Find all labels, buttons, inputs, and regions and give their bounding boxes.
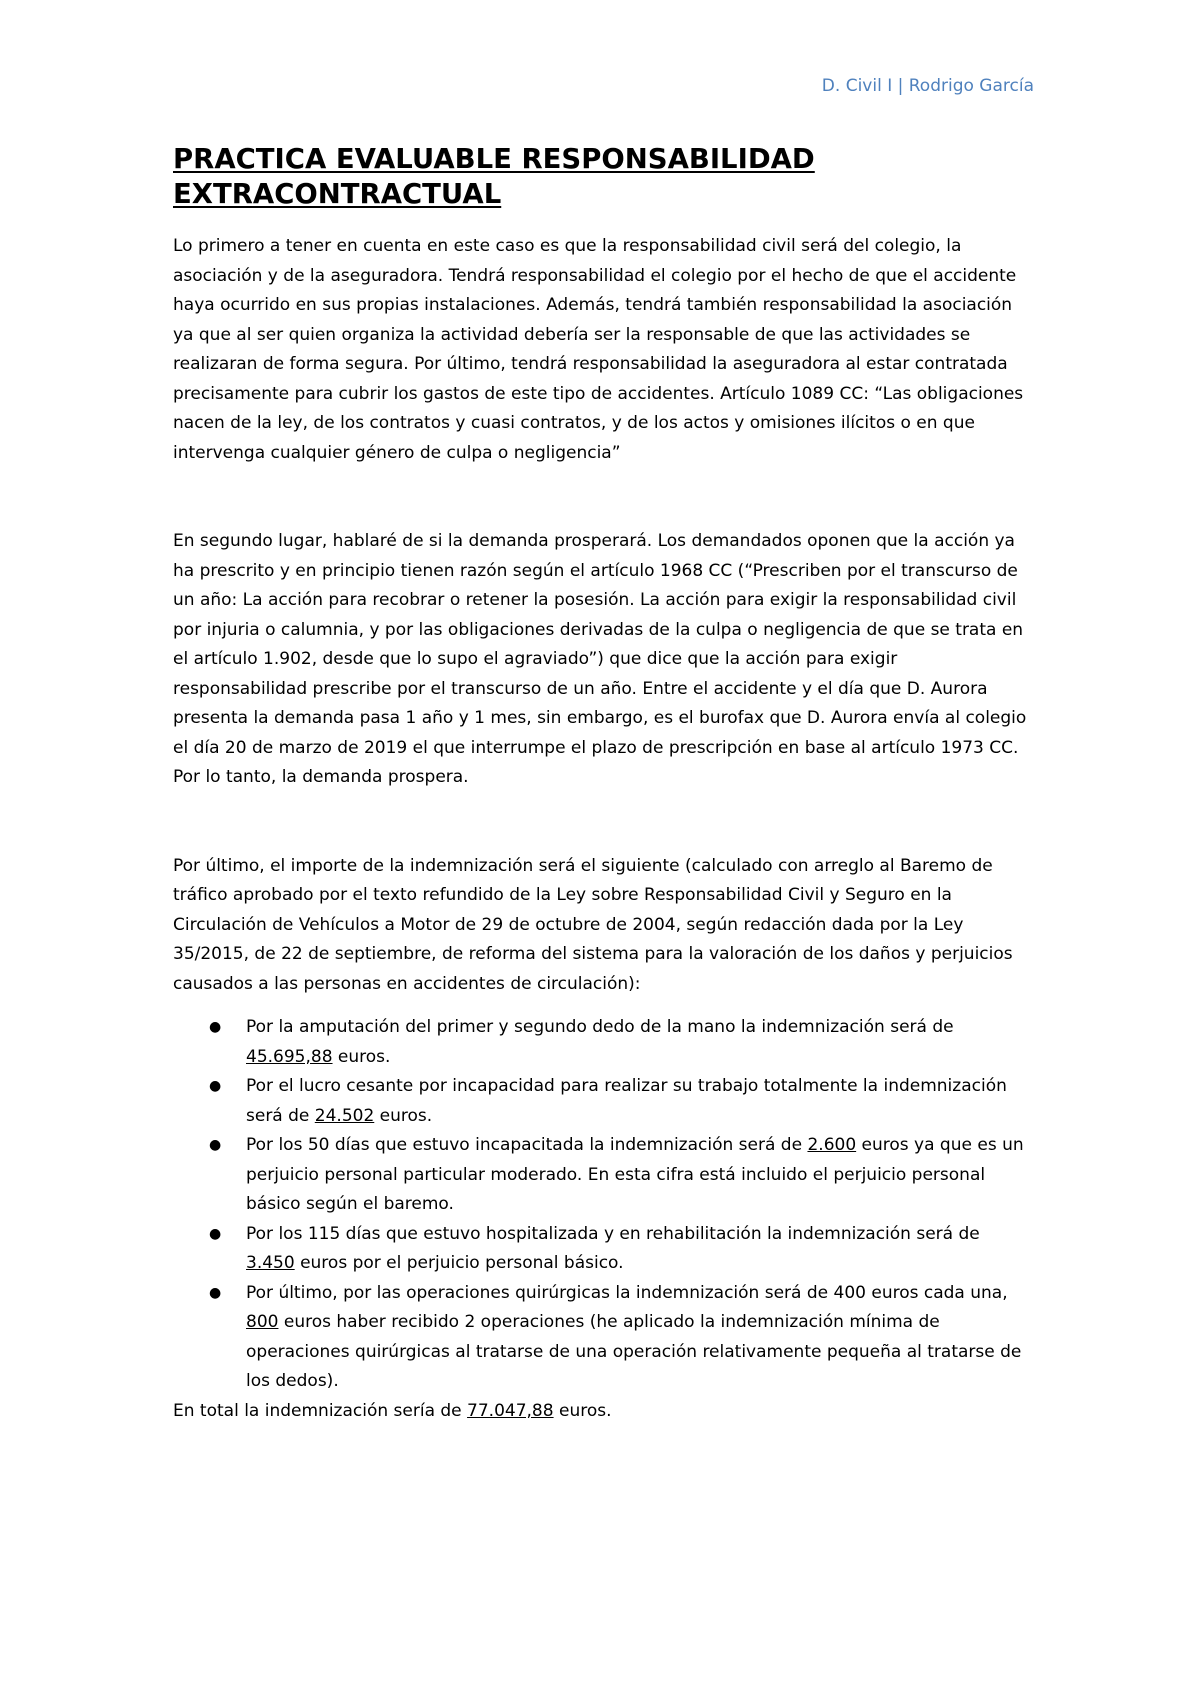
bullet-icon: ●: [209, 1078, 222, 1094]
bullet-icon: ●: [209, 1019, 222, 1035]
total-text: euros.: [553, 1400, 612, 1421]
list-item: [173, 1072, 1033, 1131]
document-title: PRACTICA EVALUABLE RESPONSABILIDAD EXTRACONTRACTUAL: [173, 143, 815, 210]
paragraph-spacer: [173, 793, 1033, 852]
item-text: Por último, por las operaciones quirúrgicas la indemnización será de 400 euros cada una,: [246, 1282, 1008, 1303]
document-body: [173, 142, 1033, 1426]
item-text: euros haber recibido 2 operaciones (he aplicado la indemnización mínima de operaciones quirúrgicas al tratarse de una operación relativamente pequeña al tratarse de los dedos).: [246, 1312, 1022, 1391]
total-paragraph: [173, 1397, 1033, 1427]
item-amount: 2.600: [807, 1135, 857, 1155]
item-text: Por los 115 días que estuvo hospitalizada y en rehabilitación la indemnización será de: [246, 1223, 980, 1244]
item-text: Por la amputación del primer y segundo dedo de la mano la indemnización será de: [246, 1017, 954, 1037]
page-header: D. Civil I | Rodrigo García: [821, 76, 1034, 96]
item-amount: 45.695,88: [246, 1046, 333, 1067]
paragraph-compensation: Por último, el importe de la indemnización será el siguiente (calculado con arreglo al Baremo de tráfico aprobado por el texto refundido de la Ley sobre Responsabilidad Civil y Seguro en la Circulación de Vehículos a Motor de 29 de octubre de 2004, según redacción dada por la Ley 35/2015, de 22 de septiembre, de reforma del sistema para la valoración de los daños y perjuicios causados a las personas en accidentes de circulación):: [173, 855, 1013, 994]
list-item: [173, 1131, 1033, 1220]
item-text: euros ya que es un perjuicio personal particular moderado. En esta cifra está incluido el perjuicio personal básico según el baremo.: [246, 1135, 1024, 1214]
paragraph-prescription: En segundo lugar, hablaré de si la demanda prosperará. Los demandados oponen que la acción ya ha prescrito y en principio tienen razón según el artículo 1968 CC (“Prescriben por el transcurso de un año: La acción para recobrar o retener la posesión. La acción para exigir la responsabilidad civil por injuria o calumnia, y por las obligaciones derivadas de la culpa o negligencia de que se trata en el artículo 1.902, desde que lo supo el agraviado”) que dice que la acción para exigir responsabilidad prescribe por el transcurso de un año. Entre el accidente y el día que D. Aurora presenta la demanda pasa 1 año y 1 mes, sin embargo, es el burofax que D. Aurora envía al colegio el día 20 de marzo de 2019 el que interrumpe el plazo de prescripción en base al artículo 1973 CC. Por lo tanto, la demanda prospera.: [173, 531, 1027, 787]
item-text: euros.: [332, 1046, 391, 1067]
total-text: En total la indemnización sería de: [173, 1400, 468, 1421]
bullet-icon: ●: [209, 1284, 222, 1301]
list-item: [173, 1220, 1033, 1279]
paragraph-responsibility: Lo primero a tener en cuenta en este caso es que la responsabilidad civil será del colegio, la asociación y de la aseguradora. Tendrá responsabilidad el colegio por el hecho de que el accidente haya ocurrido en sus propias instalaciones. Además, tendrá también responsabilidad la asociación ya que al ser quien organiza la actividad debería ser la responsable de que las actividades se realizaran de forma segura. Por último, tendrá responsabilidad la aseguradora al estar contratada precisamente para cubrir los gastos de este tipo de accidentes. Artículo 1089 CC: “Las obligaciones nacen de la ley, de los contratos y cuasi contratos, y de los actos y omisiones ilícitos o en que intervenga cualquier género de culpa o negligencia”: [173, 236, 1024, 463]
paragraph-spacer: [173, 468, 1033, 527]
item-text: euros.: [374, 1105, 433, 1126]
item-text: euros por el perjuicio personal básico.: [294, 1253, 624, 1273]
item-amount: 3.450: [246, 1253, 295, 1273]
total-amount: 77.047,88: [467, 1400, 554, 1421]
bullet-icon: ●: [209, 1137, 222, 1153]
compensation-list: [173, 1013, 1033, 1397]
list-item: [173, 1013, 1033, 1072]
bullet-icon: ●: [209, 1225, 222, 1242]
item-amount: 800: [246, 1312, 279, 1332]
list-item: [173, 1279, 1033, 1397]
item-text: Por el lucro cesante por incapacidad para realizar su trabajo totalmente la indemnización será de: [246, 1076, 1007, 1126]
item-amount: 24.502: [314, 1105, 375, 1126]
paragraph-spacer: [173, 999, 1033, 1013]
item-text: Por los 50 días que estuvo incapacitada la indemnización será de: [246, 1135, 808, 1155]
